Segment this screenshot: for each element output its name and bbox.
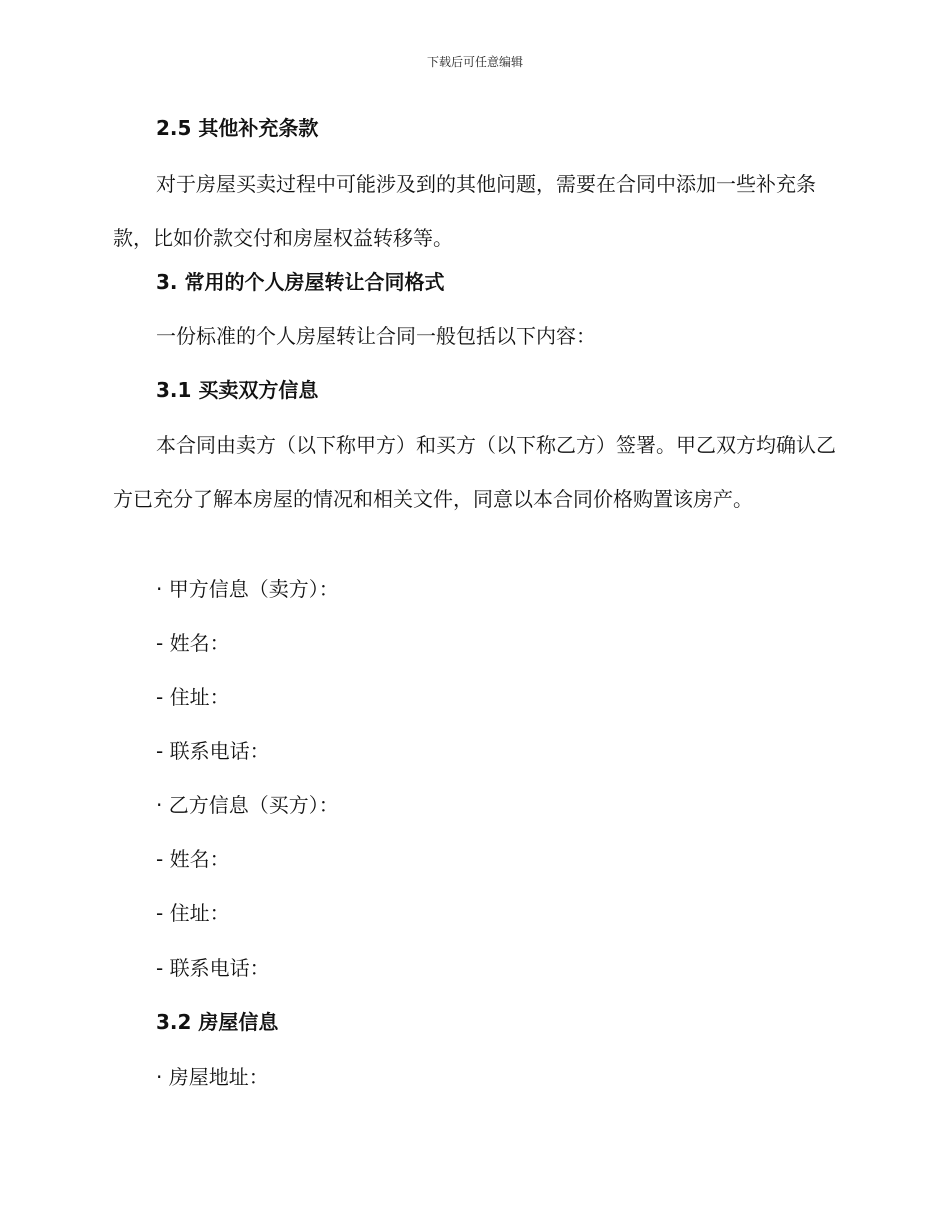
party-a-phone-field: - 联系电话： [156, 739, 270, 763]
section-3-1-body: 本合同由卖方（以下称甲方）和买方（以下称乙方）签署。甲乙双方均确认乙方已充分了解本房屋的情况和相关文件，同意以本合同价格购置该房产。 [113, 433, 836, 511]
party-b-address-field: - 住址： [156, 901, 230, 925]
party-b-phone-field: - 联系电话： [156, 956, 270, 980]
party-b-name-field: - 姓名： [156, 847, 230, 871]
party-a-name-field: - 姓名： [156, 631, 230, 655]
party-a-address-field: - 住址： [156, 685, 230, 709]
section-2-5-title: 2.5 其他补充条款 [156, 116, 319, 140]
page-header-note: 下载后可任意编辑 [426, 55, 523, 69]
party-a-label: · 甲方信息（卖方）： [156, 577, 339, 601]
section-3-1-title: 3.1 买卖双方信息 [156, 378, 319, 402]
section-2-5-body: 对于房屋买卖过程中可能涉及到的其他问题，需要在合同中添加一些补充条款，比如价款交付和房屋权益转移等。 [113, 172, 816, 250]
section-3-title: 3. 常用的个人房屋转让合同格式 [156, 270, 445, 294]
house-address-field: · 房屋地址： [156, 1065, 269, 1089]
party-b-label: · 乙方信息（买方）： [156, 793, 339, 817]
section-3-intro: 一份标准的个人房屋转让合同一般包括以下内容： [156, 324, 596, 348]
section-3-2-title: 3.2 房屋信息 [156, 1010, 279, 1034]
